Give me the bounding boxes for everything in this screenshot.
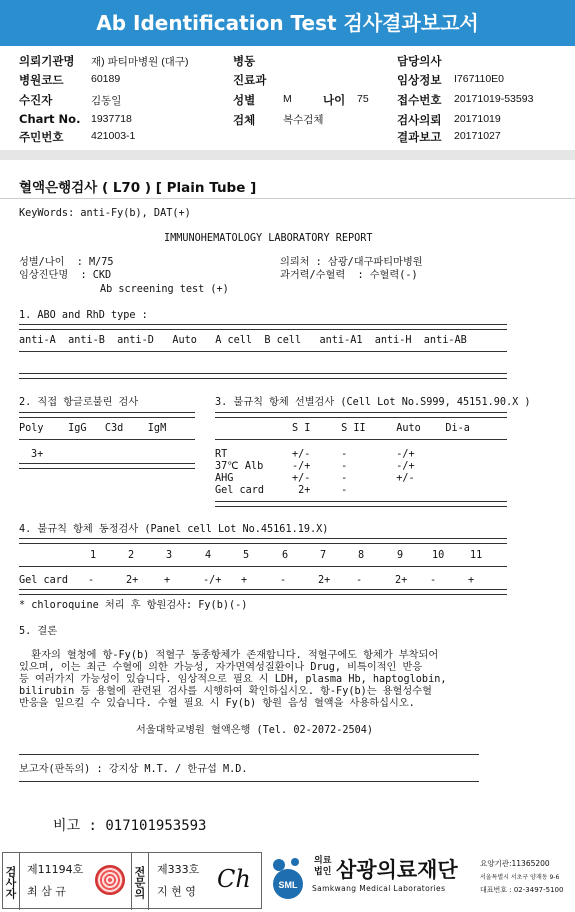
screening-row-label: 37℃ Alb — [215, 461, 264, 472]
requester-line: 의뢰처 : 삼광/대구파티마병원 — [280, 257, 423, 268]
specialist-no: 제333호 — [157, 863, 200, 876]
panel-cell-number: 5 — [243, 550, 250, 561]
rule — [215, 439, 507, 440]
conclusion-line: 반응을 일으킬 수 있습니다. 수혈 필요 시 Fy(b) 항원 음성 혈액을 사용하십시오. — [19, 698, 415, 709]
clinical-info-value: I767110E0 — [454, 73, 505, 85]
specialist-label: 전문의 — [131, 853, 149, 910]
panel-cell-result: - — [430, 575, 437, 586]
hospital-code-value: 60189 — [91, 73, 121, 85]
department-label: 진료과 — [233, 73, 267, 87]
panel-cell-number: 11 — [470, 550, 483, 561]
conclusion-line: bilirubin 등 용혈에 관련된 검사를 시행하여 확인하십시오. 항-Fy(b)는 용혈성수혈 — [19, 686, 432, 697]
specialist-name: 지 현 영 — [157, 885, 196, 898]
org-english-name: Samkwang Medical Laboratories — [312, 884, 446, 893]
panel-row-label: Gel card — [19, 575, 69, 586]
logo-text: SML — [278, 880, 298, 890]
sex-age-line: 성별/나이 : M/75 — [19, 257, 114, 268]
panel-cell-result: + — [164, 575, 171, 586]
sex-value: M — [283, 93, 292, 105]
title-underline — [0, 198, 575, 199]
ward-label: 병동 — [233, 54, 256, 68]
resident-no-value: 421003-1 — [91, 130, 136, 142]
patient-label: 수진자 — [19, 93, 53, 107]
rule — [19, 781, 479, 782]
double-rule — [19, 412, 195, 418]
examiner-box — [2, 852, 262, 909]
conclusion-title: 5. 결론 — [19, 626, 58, 637]
screening-row-values: 2+ - — [292, 485, 348, 496]
patient-value: 김동일 — [91, 95, 122, 107]
screening-row-values: +/- - -/+ — [292, 449, 415, 460]
panel-cell-number: 2 — [128, 550, 135, 561]
dat-columns: Poly IgG C3d IgM — [19, 423, 167, 434]
receipt-no-label: 접수번호 — [397, 93, 442, 107]
institution-line: 서울대학교병원 혈액은행 (Tel. 02-2072-2504) — [136, 725, 374, 736]
request-date-label: 검사의뢰 — [397, 113, 442, 127]
rule — [19, 351, 507, 352]
screening-row-values: +/- - +/- — [292, 473, 415, 484]
history-line: 과거력/수혈력 : 수혈력(-) — [280, 270, 418, 281]
specimen-label: 검체 — [233, 113, 256, 127]
license-no: 요양기관:11365200 — [480, 859, 550, 868]
screening-row-values: -/+ - -/+ — [292, 461, 415, 472]
sex-label: 성별 — [233, 93, 256, 107]
abo-rhd-title: 1. ABO and RhD type : — [19, 310, 148, 321]
receipt-no-value: 20171019-53593 — [454, 93, 534, 105]
panel-cell-result: - — [88, 575, 95, 586]
signature: Ch — [217, 865, 251, 893]
org-address: 서울특별시 서초구 양재동 9-6 — [480, 874, 560, 881]
panel-cell-result: 2+ — [318, 575, 331, 586]
clinical-info-label: 임상정보 — [397, 73, 442, 87]
age-label: 나이 — [323, 93, 346, 107]
samkwang-logo-icon — [268, 854, 308, 900]
org-tel: 대표번호 : 02-3497-5100 — [480, 886, 564, 894]
abo-rhd-columns: anti-A anti-B anti-D Auto A cell B cell anti-A1 anti-H anti-AB — [19, 335, 467, 346]
conclusion-line: 있으며, 이는 최근 수혈에 의한 가능성, 자가면역성질환이나 Drug, 비특이적인 반응 — [19, 662, 423, 673]
patient-info-panel — [0, 48, 575, 149]
doctor-label: 담당의사 — [397, 54, 442, 68]
panel-cell-result: 2+ — [126, 575, 139, 586]
resident-no-label: 주민번호 — [19, 130, 64, 144]
panel-cell-result: - — [280, 575, 287, 586]
double-rule — [19, 324, 507, 330]
dat-title: 2. 직접 항글로불린 검사 — [19, 397, 139, 408]
screening-row-label: Gel card — [215, 485, 265, 496]
screening-line: Ab screening test (+) — [100, 284, 229, 295]
chart-no-label: Chart No. — [19, 112, 81, 126]
panel-cell-result: - — [356, 575, 363, 586]
conclusion-line: 환자의 혈청에 항-Fy(b) 적혈구 동종항체가 존재합니다. 적혈구에도 항체가 부착되어 — [19, 650, 439, 661]
panel-cell-number: 9 — [397, 550, 404, 561]
report-section-title: 혈액은행검사 ( L70 ) [ Plain Tube ] — [19, 180, 257, 196]
panel-cell-number: 3 — [166, 550, 173, 561]
panel-cell-result: + — [241, 575, 248, 586]
panel-cell-number: 7 — [320, 550, 327, 561]
panel-cell-result: -/+ — [203, 575, 222, 586]
screening-columns: S I S II Auto Di-a — [292, 423, 470, 434]
diagnosis-line: 임상진단명 : CKD — [19, 270, 112, 281]
panel-cell-number: 1 — [90, 550, 97, 561]
chloroquine-note: * chloroquine 처리 후 항원검사: Fy(b)(-) — [19, 600, 248, 611]
examiner-name: 최 삼 규 — [27, 885, 66, 898]
examiner-no: 제11194호 — [27, 863, 84, 876]
seal-stamp-icon — [95, 865, 125, 895]
rule — [19, 566, 507, 567]
double-rule — [19, 538, 507, 544]
conclusion-line: 등 여러가지 가능성이 있습니다. 임상적으로 필요 시 LDH, plasma Hb, haptoglobin, — [19, 674, 447, 685]
screening-title: 3. 불규칙 항체 선별검사 (Cell Lot No.S999, 45151.90.X ) — [215, 397, 531, 408]
reporter-line: 보고자(판독의) : 강지상 M.T. / 한규섭 M.D. — [19, 764, 248, 775]
double-rule — [19, 589, 507, 595]
double-rule — [19, 463, 195, 469]
rule — [19, 439, 195, 440]
dat-poly-value: 3+ — [31, 449, 44, 460]
age-value: 75 — [357, 93, 369, 105]
panel-title: 4. 불규칙 항체 동정검사 (Panel cell Lot No.45161.19.X) — [19, 524, 329, 535]
org-name: 삼광의료재단 — [336, 858, 458, 882]
panel-cell-result: + — [468, 575, 475, 586]
panel-cell-number: 10 — [432, 550, 445, 561]
hospital-code-label: 병원코드 — [19, 73, 64, 87]
specimen-value: 복수검체 — [283, 114, 324, 126]
rule — [19, 754, 479, 755]
section-divider — [0, 150, 575, 160]
examiner-label: 검사자 — [3, 853, 20, 910]
chart-no-value: 1937718 — [91, 113, 132, 125]
keywords: KeyWords: anti-Fy(b), DAT(+) — [19, 208, 191, 219]
panel-cell-result: 2+ — [395, 575, 408, 586]
double-rule — [19, 373, 507, 379]
signature-footer — [0, 852, 575, 912]
panel-cell-number: 4 — [205, 550, 212, 561]
request-date-value: 20171019 — [454, 113, 501, 125]
hospital-label: 의뢰기관명 — [19, 54, 75, 68]
double-rule — [215, 501, 507, 507]
screening-row-label: AHG — [215, 473, 234, 484]
screening-row-label: RT — [215, 449, 228, 460]
double-rule — [215, 412, 507, 418]
org-prefix: 의료법인 — [314, 856, 332, 877]
panel-cell-number: 8 — [358, 550, 365, 561]
hospital-value: 재) 파티마병원 (대구) — [91, 56, 189, 68]
report-title-bar: Ab Identification Test 검사결과보고서 — [0, 0, 575, 46]
report-date-label: 결과보고 — [397, 130, 442, 144]
remark: 비고 : 017101953593 — [53, 818, 207, 834]
report-heading: IMMUNOHEMATOLOGY LABORATORY REPORT — [164, 233, 373, 244]
panel-cell-number: 6 — [282, 550, 289, 561]
report-date-value: 20171027 — [454, 130, 501, 142]
